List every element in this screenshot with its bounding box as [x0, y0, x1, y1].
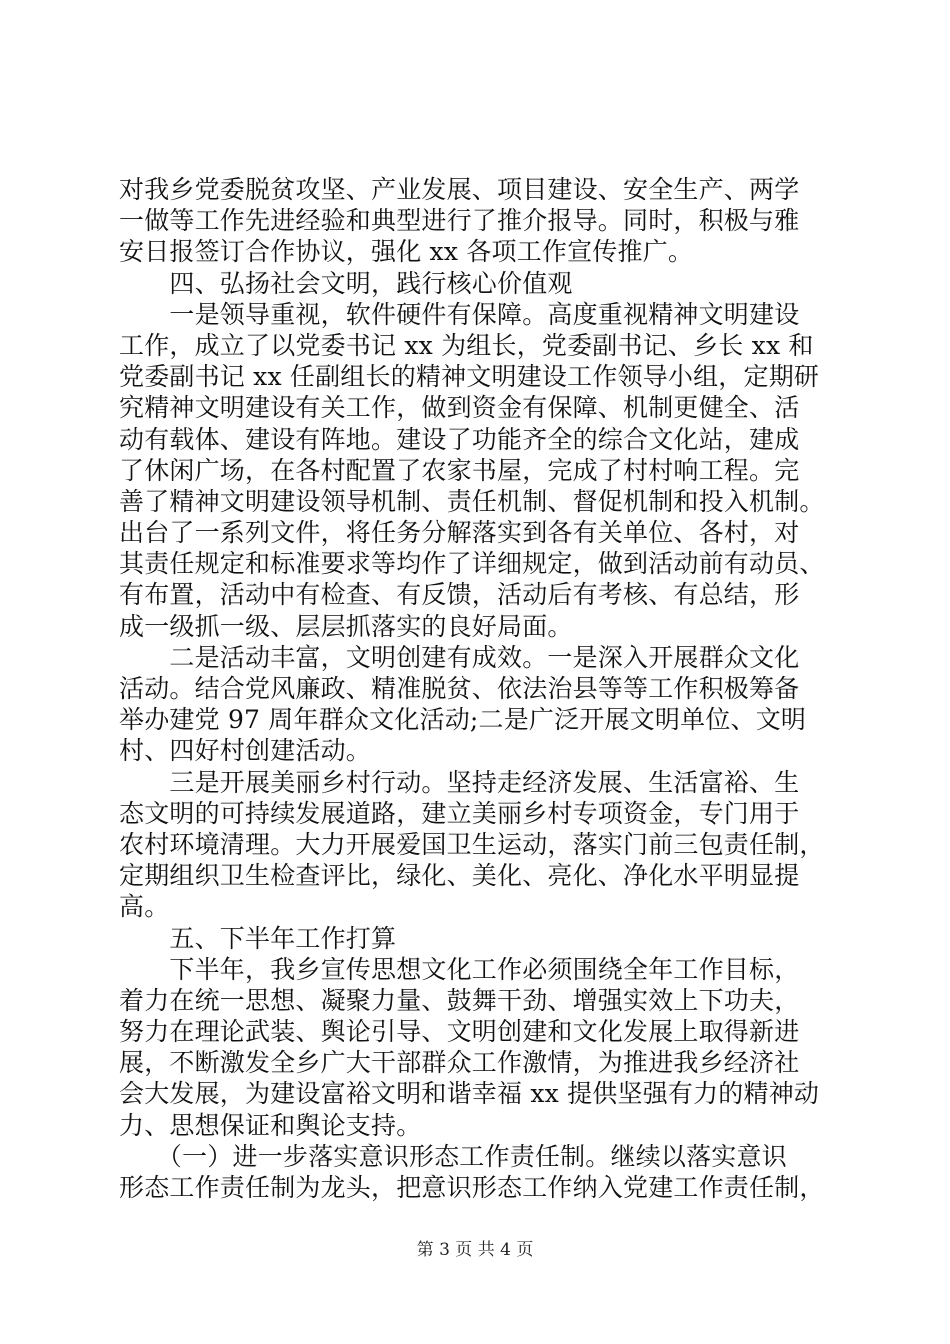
text-line: 态文明的可持续发展道路，建立美丽乡村专项资金，专门用于 — [119, 798, 800, 828]
text-line: 成一级抓一级、层层抓落实的良好局面。 — [119, 611, 573, 641]
text-line: 着力在统一思想、凝聚力量、鼓舞干劲、增强实效上下功夫， — [119, 985, 800, 1015]
text-line: 定期组织卫生检查评比，绿化、美化、亮化、净化水平明显提 — [119, 861, 800, 891]
text-line: 活动。结合党风廉政、精准脱贫、依法治县等等工作积极筹备 — [119, 674, 800, 703]
text-line: 出台了一系列文件，将任务分解落实到各有关单位、各村，对 — [119, 518, 800, 548]
text-line: 下半年，我乡宣传思想文化工作必须围绕全年工作目标， — [119, 954, 800, 984]
text-line: （一）进一步落实意识形态工作责任制。继续以落实意识 — [119, 1141, 787, 1171]
text-line: 村、四好村创建活动。 — [119, 736, 372, 766]
section-heading: 五、下半年工作打算 — [119, 923, 397, 953]
text-line: 举办建党 97 周年群众文化活动;二是广泛开展文明单位、文明 — [119, 705, 807, 735]
text-line: 努力在理论武装、舆论引导、文明创建和文化发展上取得新进 — [119, 1017, 800, 1047]
text-line: 其责任规定和标准要求等均作了详细规定，做到活动前有动员、 — [119, 549, 825, 579]
text-line: 二是活动丰富，文明创建有成效。一是深入开展群众文化 — [119, 642, 800, 672]
text-line: 了休闲广场，在各村配置了农家书屋，完成了村村响工程。完 — [119, 455, 800, 485]
text-line: 工作，成立了以党委书记 xx 为组长，党委副书记、乡长 xx 和 — [119, 330, 814, 360]
text-line: 对我乡党委脱贫攻坚、产业发展、项目建设、安全生产、两学 — [119, 175, 800, 204]
page-number-label: 第 3 页 共 4 页 — [416, 1240, 534, 1260]
document-body — [119, 174, 839, 1203]
text-line: 党委副书记 xx 任副组长的精神文明建设工作领导小组，定期研 — [119, 362, 820, 392]
text-line: 展，不断激发全乡广大干部群众工作激情，为推进我乡经济社 — [119, 1048, 800, 1078]
text-line: 高。 — [119, 892, 170, 922]
text-line: 善了精神文明建设领导机制、责任机制、督促机制和投入机制。 — [119, 486, 825, 516]
text-line: 农村环境清理。大力开展爱国卫生运动，落实门前三包责任制， — [119, 829, 825, 859]
text-line: 力、思想保证和舆论支持。 — [119, 1110, 422, 1140]
section-heading: 四、弘扬社会文明，践行核心价值观 — [119, 268, 573, 298]
text-line: 会大发展，为建设富裕文明和谐幸福 xx 提供坚强有力的精神动 — [119, 1079, 820, 1109]
text-line: 安日报签订合作协议，强化 xx 各项工作宣传推广。 — [119, 237, 694, 267]
text-line: 动有载体、建设有阵地。建设了功能齐全的综合文化站，建成 — [119, 424, 800, 454]
text-line: 三是开展美丽乡村行动。坚持走经济发展、生活富裕、生 — [119, 767, 800, 797]
text-line: 形态工作责任制为龙头，把意识形态工作纳入党建工作责任制， — [119, 1173, 825, 1202]
text-line: 有布置，活动中有检查、有反馈，活动后有考核、有总结，形 — [119, 580, 800, 610]
text-line: 究精神文明建设有关工作，做到资金有保障、机制更健全、活 — [119, 393, 800, 423]
page-footer — [0, 1235, 950, 1260]
text-line: 一是领导重视，软件硬件有保障。高度重视精神文明建设 — [119, 299, 800, 329]
text-line: 一做等工作先进经验和典型进行了推介报导。同时，积极与雅 — [119, 206, 800, 236]
